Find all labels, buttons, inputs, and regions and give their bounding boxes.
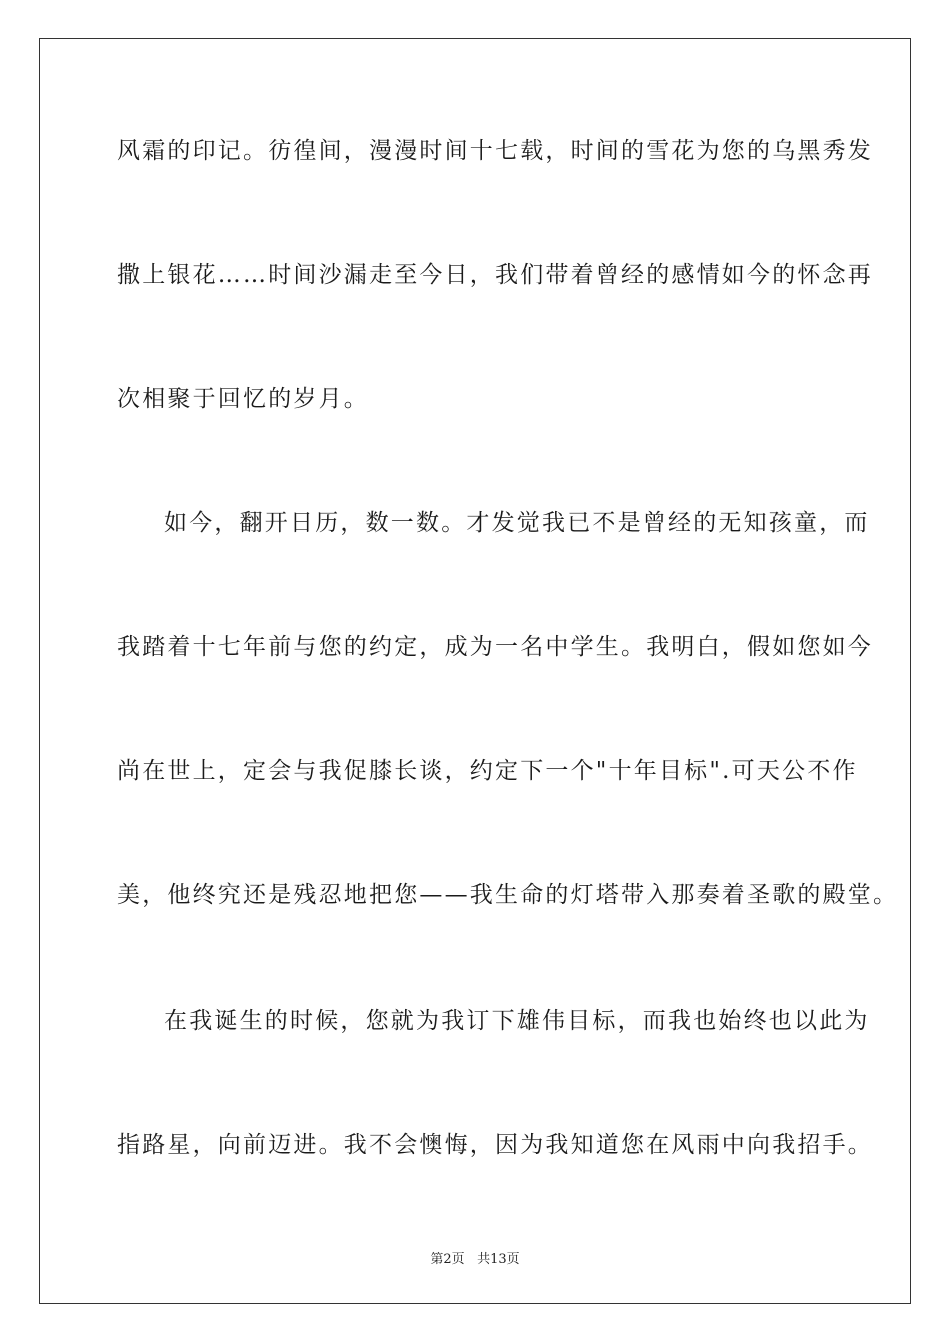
page-total: 共13页 <box>477 1252 520 1267</box>
text-line: 指路星，向前迈进。我不会懊悔，因为我知道您在风雨中向我招手。 <box>117 1132 873 1158</box>
text-line: 美，他终究还是残忍地把您——我生命的灯塔带入那奏着圣歌的殿堂。 <box>117 882 899 908</box>
paragraph-start-line: 如今，翻开日历，数一数。才发觉我已不是曾经的无知孩童，而 <box>164 510 870 536</box>
paragraph-start-line: 在我诞生的时候，您就为我订下雄伟目标，而我也始终也以此为 <box>164 1008 870 1034</box>
text-line: 我踏着十七年前与您的约定，成为一名中学生。我明白，假如您如今 <box>117 634 873 660</box>
page-footer <box>0 1248 950 1267</box>
text-line: 撒上银花……时间沙漏走至今日，我们带着曾经的感情如今的怀念再 <box>117 262 873 288</box>
text-line: 风霜的印记。彷徨间，漫漫时间十七载，时间的雪花为您的乌黑秀发 <box>117 138 873 164</box>
text-line: 尚在世上，定会与我促膝长谈，约定下一个"十年目标".可天公不作 <box>117 758 858 784</box>
page-border <box>39 38 911 1304</box>
text-line: 次相聚于回忆的岁月。 <box>117 386 369 412</box>
page-number: 第2页 <box>430 1252 465 1267</box>
